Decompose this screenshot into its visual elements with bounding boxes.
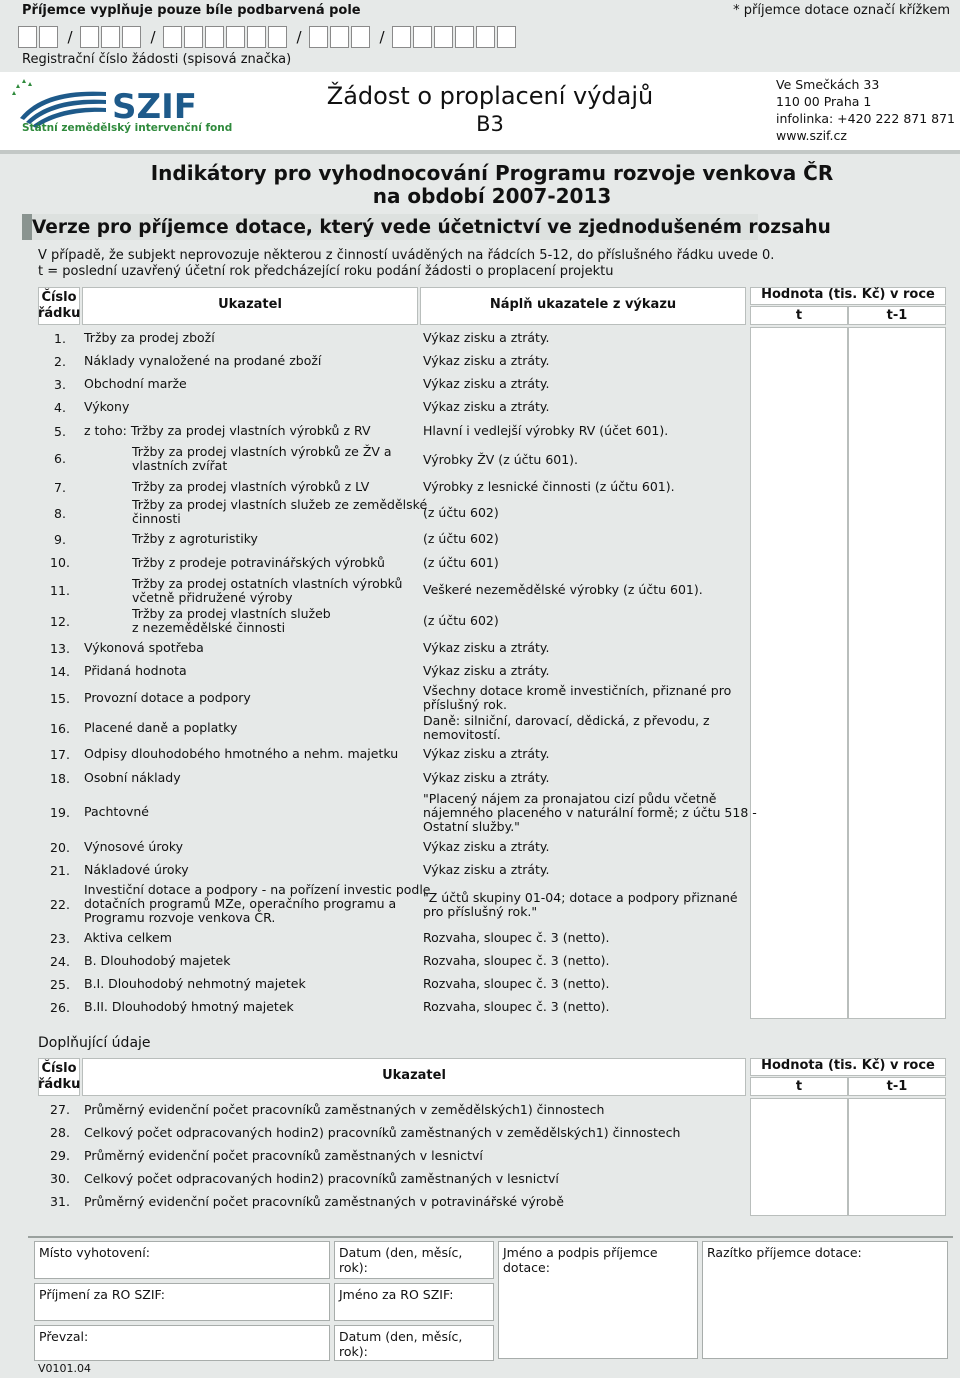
row-number: 15. [50, 691, 70, 706]
sup-header-row-number [38, 1061, 80, 1093]
footer-divider [28, 1236, 953, 1238]
address-street: Ve Smečkách 33 [776, 77, 880, 92]
row-indicator-line: Tržby za prodej ostatních vlastních výrobků [132, 576, 403, 591]
place-label: Místo vyhotovení: [39, 1245, 150, 1260]
row-source: Výkaz zisku a ztráty. [423, 663, 550, 678]
note-zero-rows: V případě, že subjekt neprovozuje některou z činností uváděných na řádcích 5-12, do příslušného řádku uvede 0. [38, 248, 775, 263]
row-number: 13. [50, 641, 70, 656]
ro-surname-field[interactable] [34, 1283, 330, 1321]
main-title-line: Indikátory pro vyhodnocování Programu rozvoje venkova ČR [150, 161, 834, 185]
row-indicator: Osobní náklady [84, 770, 181, 785]
row-source [423, 714, 710, 742]
row-source-line: "Placený nájem za pronajatou cizí půdu včetně [423, 791, 717, 806]
instruction-note: Příjemce vyplňuje pouze bíle podbarvená pole [22, 3, 361, 18]
row-number: 12. [50, 614, 70, 629]
row-source-line: příslušný rok. [423, 697, 507, 712]
sup-header-row-number-line: Číslo [41, 1061, 77, 1076]
row-indicator-line: Tržby za prodej vlastních služeb ze zemědělské [132, 497, 428, 512]
value-column-t1[interactable] [848, 327, 946, 1019]
row-indicator: Tržby z prodeje potravinářských výrobků [132, 555, 385, 570]
signature-field[interactable] [498, 1241, 698, 1359]
row-source: Výkaz zisku a ztráty. [423, 640, 550, 655]
stamp-label: Razítko příjemce dotace: [707, 1245, 862, 1260]
row-source: Veškeré nezemědělské výrobky (z účtu 601). [423, 582, 703, 597]
sup-header-row-number-line: řádku [38, 1077, 81, 1092]
row-source [423, 891, 738, 919]
address-city: 110 00 Praha 1 [776, 94, 872, 109]
row-source: Výkaz zisku a ztráty. [423, 353, 550, 368]
received-date-field[interactable] [334, 1325, 494, 1361]
row-source: Rozvaha, sloupec č. 3 (netto). [423, 930, 610, 945]
note-t-definition: t = poslední uzavřený účetní rok předcházející roku podání žádosti o proplacení projektu [38, 264, 614, 279]
header-indicator: Ukazatel [218, 297, 282, 312]
row-source: Výkaz zisku a ztráty. [423, 839, 550, 854]
reg-digit-box[interactable] [434, 26, 453, 48]
row-indicator: B. Dlouhodobý majetek [84, 953, 231, 968]
sup-header-t1: t-1 [886, 1079, 908, 1094]
row-number: 16. [50, 721, 70, 736]
sup-header-value: Hodnota (tis. Kč) v roce [761, 1058, 935, 1073]
row-source: (z účtu 602) [423, 505, 499, 520]
reg-digit-box[interactable] [122, 26, 141, 48]
row-indicator: Průměrný evidenční počet pracovníků zaměstnaných v potravinářské výrobě [84, 1194, 564, 1209]
row-indicator: Průměrný evidenční počet pracovníků zaměstnaných v zemědělských1) činnostech [84, 1102, 605, 1117]
address-hotline: infolinka: +420 222 871 871 [776, 111, 956, 126]
row-indicator: Placené daně a poplatky [84, 720, 238, 735]
row-indicator-line: vlastních zvířat [132, 458, 228, 473]
row-indicator: Přidaná hodnota [84, 663, 187, 678]
row-indicator: Celkový počet odpracovaných hodin2) pracovníků zaměstnaných v zemědělských1) činnostech [84, 1125, 681, 1140]
row-source: (z účtu 602) [423, 531, 499, 546]
row-indicator: Tržby za prodej zboží [84, 330, 215, 345]
reg-separator: / [379, 28, 385, 46]
row-indicator-line: z nezemědělské činnosti [132, 620, 286, 635]
address-block [776, 76, 955, 144]
row-source: Rozvaha, sloupec č. 3 (netto). [423, 953, 610, 968]
supplementary-title: Doplňující údaje [38, 1035, 151, 1051]
row-indicator-line: Investiční dotace a podpory - na pořízení investic podle [84, 882, 431, 897]
reg-digit-box[interactable] [247, 26, 266, 48]
reg-digit-box[interactable] [184, 26, 203, 48]
ro-name-field[interactable] [334, 1283, 494, 1321]
address-web[interactable]: www.szif.cz [776, 128, 847, 143]
row-number: 25. [50, 977, 70, 992]
row-indicator: Náklady vynaložené na prodané zboží [84, 353, 322, 368]
row-source-line: nájemného placeného v naturální formě; z účtu 518 - [423, 805, 757, 820]
row-indicator: Výkony [84, 399, 130, 414]
row-number: 6. [54, 451, 66, 466]
row-source: Hlavní i vedlejší výrobky RV (účet 601). [423, 423, 669, 438]
reg-digit-box[interactable] [268, 26, 287, 48]
row-source: Výkaz zisku a ztráty. [423, 330, 550, 345]
main-title [0, 162, 960, 208]
reg-digit-box[interactable] [392, 26, 411, 48]
main-title-line: na období 2007-2013 [372, 184, 612, 208]
reg-digit-box[interactable] [205, 26, 224, 48]
reg-digit-box[interactable] [18, 26, 37, 48]
row-number: 7. [54, 480, 66, 495]
row-number: 18. [50, 771, 70, 786]
reg-digit-box[interactable] [101, 26, 120, 48]
place-field[interactable] [34, 1241, 330, 1279]
header-row-number [38, 290, 80, 322]
row-number: 14. [50, 664, 70, 679]
row-number: 27. [50, 1102, 70, 1117]
header-t: t [795, 308, 803, 323]
version-title: Verze pro příjemce dotace, který vede účetnictví ve zjednodušeném rozsahu [32, 217, 831, 238]
row-number: 21. [50, 863, 70, 878]
row-number: 9. [54, 532, 66, 547]
row-source: Výrobky ŽV (z účtu 601). [423, 452, 579, 467]
row-source-line: pro příslušný rok." [423, 904, 538, 919]
row-indicator: Nákladové úroky [84, 862, 189, 877]
row-indicator: Výnosové úroky [84, 839, 184, 854]
row-number: 30. [50, 1171, 70, 1186]
sup-value-column-t[interactable] [750, 1098, 848, 1216]
row-number: 3. [54, 377, 66, 392]
row-number: 26. [50, 1000, 70, 1015]
row-indicator: Průměrný evidenční počet pracovníků zaměstnaných v lesnictví [84, 1148, 483, 1163]
row-indicator: Celkový počet odpracovaných hodin2) pracovníků zaměstnaných v lesnictví [84, 1171, 559, 1186]
row-indicator: Výkonová spotřeba [84, 640, 204, 655]
row-number: 31. [50, 1194, 70, 1209]
row-number: 11. [50, 583, 70, 598]
row-indicator-line: Programu rozvoje venkova ČR. [84, 910, 276, 925]
logo-text: SZIF [112, 87, 198, 127]
form-version: V0101.04 [38, 1362, 92, 1375]
row-source [423, 684, 731, 712]
signature-label: Jméno a podpis příjemce dotace: [503, 1245, 658, 1275]
registration-number-field [18, 26, 518, 48]
sup-header-indicator: Ukazatel [382, 1068, 446, 1083]
reg-digit-box[interactable] [497, 26, 516, 48]
row-source: Výkaz zisku a ztráty. [423, 746, 550, 761]
reg-digit-box[interactable] [351, 26, 370, 48]
document-code: B3 [476, 112, 504, 136]
row-source: Rozvaha, sloupec č. 3 (netto). [423, 976, 610, 991]
row-number: 1. [54, 331, 66, 346]
stamp-field[interactable] [702, 1241, 948, 1359]
row-source: Výkaz zisku a ztráty. [423, 770, 550, 785]
header-row-number-line: řádku [38, 306, 81, 321]
reg-separator: / [67, 28, 73, 46]
reg-separator: / [150, 28, 156, 46]
header-source: Náplň ukazatele z výkazu [489, 297, 677, 312]
row-indicator: B.I. Dlouhodobý nehmotný majetek [84, 976, 306, 991]
row-indicator [132, 607, 331, 635]
row-source-line: Daně: silniční, darovací, dědická, z převodu, z [423, 713, 710, 728]
row-source-line: "Z účtů skupiny 01-04; dotace a podpory přiznané [423, 890, 738, 905]
received-by-label: Převzal: [39, 1329, 89, 1344]
row-indicator-line: Tržby za prodej vlastních služeb [132, 606, 331, 621]
row-source: Výrobky z lesnické činnosti (z účtu 601). [423, 479, 675, 494]
checkbox-note: * příjemce dotace označí křížkem [733, 3, 950, 18]
row-number: 2. [54, 354, 66, 369]
date-label: Datum (den, měsíc, rok): [339, 1245, 463, 1275]
row-indicator: B.II. Dlouhodobý hmotný majetek [84, 999, 294, 1014]
row-number: 17. [50, 747, 70, 762]
row-indicator-line: Tržby za prodej vlastních výrobků ze ŽV a [132, 444, 392, 459]
row-number: 5. [54, 424, 66, 439]
logo-subtitle: Státní zemědělský intervenční fond [22, 122, 233, 134]
reg-digit-box[interactable] [39, 26, 58, 48]
row-number: 19. [50, 805, 70, 820]
row-source [423, 792, 757, 834]
row-number: 24. [50, 954, 70, 969]
registration-label: Registrační číslo žádosti (spisová značka) [22, 52, 292, 67]
received-by-field[interactable] [34, 1325, 330, 1361]
row-indicator: Aktiva celkem [84, 930, 172, 945]
header-row-number-line: Číslo [41, 290, 77, 305]
row-indicator-line: dotačních programů MZe, operačního programu a [84, 896, 397, 911]
value-column-t[interactable] [750, 327, 848, 1019]
row-indicator [84, 883, 431, 925]
row-indicator-line: včetně přidružené výroby [132, 590, 293, 605]
row-source-line: Ostatní služby." [423, 819, 520, 834]
reg-digit-box[interactable] [80, 26, 99, 48]
row-source-line: nemovitostí. [423, 727, 501, 742]
header-value: Hodnota (tis. Kč) v roce [761, 287, 935, 302]
row-indicator: Provozní dotace a podpory [84, 690, 251, 705]
row-number: 29. [50, 1148, 70, 1163]
row-indicator [132, 577, 402, 605]
row-source: (z účtu 602) [423, 613, 499, 628]
row-indicator: Odpisy dlouhodobého hmotného a nehm. majetku [84, 746, 399, 761]
reg-digit-box[interactable] [309, 26, 328, 48]
reg-digit-box[interactable] [455, 26, 474, 48]
row-indicator: Pachtovné [84, 804, 149, 819]
row-number: 4. [54, 400, 66, 415]
row-number: 20. [50, 840, 70, 855]
sup-value-column-t1[interactable] [848, 1098, 946, 1216]
document-title: Žádost o proplacení výdajů [326, 82, 654, 110]
row-indicator: z toho: Tržby za prodej vlastních výrobků z RV [84, 423, 371, 438]
ro-surname-label: Příjmení za RO SZIF: [39, 1287, 165, 1302]
reg-separator: / [296, 28, 302, 46]
row-source: Výkaz zisku a ztráty. [423, 399, 550, 414]
row-source: Výkaz zisku a ztráty. [423, 862, 550, 877]
row-indicator: Tržby za prodej vlastních výrobků z LV [132, 479, 370, 494]
reg-digit-box[interactable] [226, 26, 245, 48]
reg-digit-box[interactable] [163, 26, 182, 48]
reg-digit-box[interactable] [330, 26, 349, 48]
row-source: Rozvaha, sloupec č. 3 (netto). [423, 999, 610, 1014]
row-number: 22. [50, 897, 70, 912]
row-source: (z účtu 601) [423, 555, 499, 570]
row-number: 10. [50, 555, 70, 570]
row-number: 8. [54, 506, 66, 521]
header-t1: t-1 [886, 308, 908, 323]
reg-digit-box[interactable] [413, 26, 432, 48]
row-source-line: Všechny dotace kromě investičních, přiznané pro [423, 683, 732, 698]
received-date-label: Datum (den, měsíc, rok): [339, 1329, 463, 1359]
row-indicator-line: činnosti [132, 511, 181, 526]
date-field[interactable] [334, 1241, 494, 1279]
ro-name-label: Jméno za RO SZIF: [339, 1287, 454, 1302]
row-indicator: Obchodní marže [84, 376, 187, 391]
row-number: 28. [50, 1125, 70, 1140]
row-indicator: Tržby z agroturistiky [132, 531, 258, 546]
sup-header-t: t [795, 1079, 803, 1094]
reg-digit-box[interactable] [476, 26, 495, 48]
row-source: Výkaz zisku a ztráty. [423, 376, 550, 391]
row-indicator [132, 498, 427, 526]
row-indicator [132, 445, 392, 473]
row-number: 23. [50, 931, 70, 946]
